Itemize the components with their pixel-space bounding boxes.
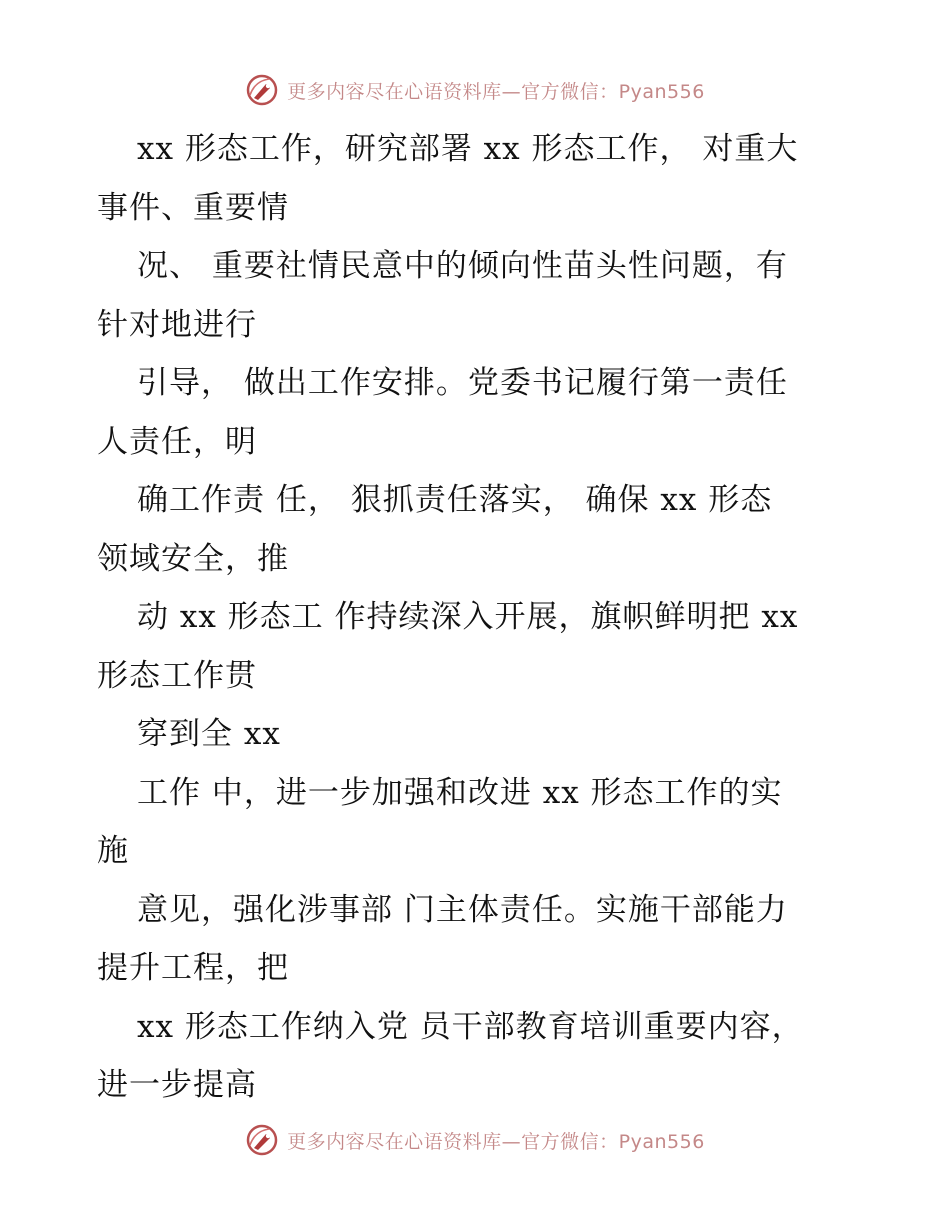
document-line: 施 — [97, 833, 129, 869]
document-line: 领域安全，推 — [97, 540, 289, 577]
document-line: xx 形态工作纳入党 员干部教育培训重要内容， — [137, 1008, 804, 1045]
document-line: 针对地进行 — [97, 306, 257, 343]
document-body — [97, 120, 867, 1115]
footer-watermark-banner — [0, 1118, 950, 1162]
document-line: 确工作责 任， 狠抓责任落实， 确保 xx 形态 — [137, 482, 773, 518]
document-line: 提升工程，把 — [97, 950, 289, 986]
document-line: 形态工作贯 — [97, 657, 257, 694]
document-line: 人责任，明 — [97, 423, 257, 460]
document-line: xx 形态工作，研究部署 xx 形态工作， 对重大 — [137, 131, 799, 167]
watermark-text: 更多内容尽在心语资料库—官方微信：Pyan556 — [287, 1130, 705, 1153]
document-line: 况、 重要社情民意中的倾向性苗头性问题，有 — [137, 248, 788, 284]
pen-nib-logo-icon — [245, 73, 279, 107]
document-line: 意见，强化涉事部 门主体责任。实施干部能力 — [137, 891, 788, 928]
document-line: 引导， 做出工作安排。党委书记履行第一责任 — [137, 365, 788, 401]
document-line: 穿到全 xx — [137, 716, 281, 752]
document-line: 进一步提高 — [97, 1067, 257, 1103]
watermark-text: 更多内容尽在心语资料库—官方微信：Pyan556 — [287, 80, 705, 103]
pen-nib-logo-icon — [245, 1123, 279, 1157]
document-line: 工作 中，进一步加强和改进 xx 形态工作的实 — [137, 774, 783, 811]
header-watermark-banner — [0, 68, 950, 112]
document-line: 动 xx 形态工 作持续深入开展，旗帜鲜明把 xx — [137, 599, 799, 635]
document-line: 事件、重要情 — [97, 189, 289, 226]
